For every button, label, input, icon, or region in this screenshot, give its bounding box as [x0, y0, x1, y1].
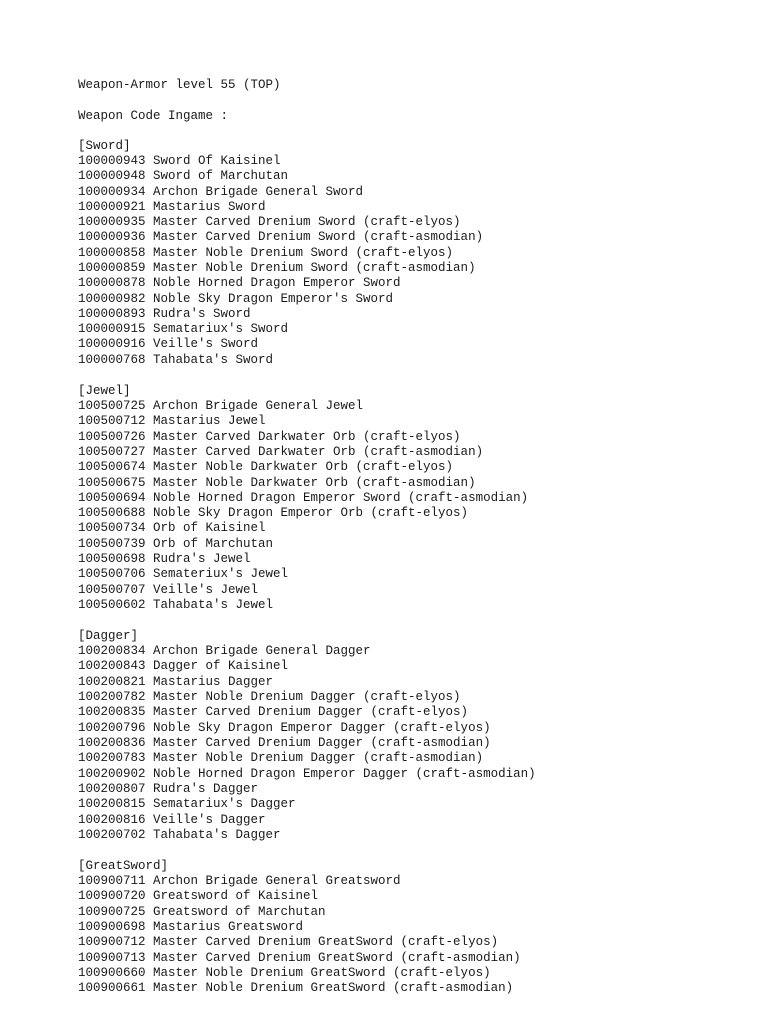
list-item: 100500712 Mastarius Jewel	[78, 414, 266, 428]
list-item: 100200796 Noble Sky Dragon Emperor Dagger (craft-elyos)	[78, 721, 491, 735]
list-item: 100900713 Master Carved Drenium GreatSword (craft-asmodian)	[78, 951, 521, 965]
list-item: 100500698 Rudra's Jewel	[78, 552, 251, 566]
list-item: 100000935 Master Carved Drenium Sword (craft-elyos)	[78, 215, 461, 229]
list-item: 100500706 Sematerіux's Jewel	[78, 567, 289, 581]
list-item: 100200821 Mastarius Dagger	[78, 675, 274, 689]
list-item: 100200843 Dagger of Kaisinel	[78, 659, 289, 673]
list-item: 100000934 Archon Brigade General Sword	[78, 185, 364, 199]
document-title: Weapon-Armor level 55 (TOP)	[78, 78, 281, 92]
list-item: 100500688 Noble Sky Dragon Emperor Orb (craft-elyos)	[78, 506, 469, 520]
list-item: 100900725 Greatsword of Marchutan	[78, 905, 326, 919]
list-item: 100000859 Master Noble Drenium Sword (craft-asmodian)	[78, 261, 476, 275]
list-item: 100900698 Mastarius Greatsword	[78, 920, 304, 934]
list-item: 100500739 Orb of Marchutan	[78, 537, 274, 551]
list-item: 100500707 Veille's Jewel	[78, 583, 259, 597]
list-item: 100000858 Master Noble Drenium Sword (craft-elyos)	[78, 246, 454, 260]
list-item: 100900661 Master Noble Drenium GreatSword (craft-asmodian)	[78, 981, 514, 995]
list-item: 100200807 Rudra's Dagger	[78, 782, 259, 796]
list-item: 100000943 Sword Of Kaisinel	[78, 154, 281, 168]
list-item: 100200782 Master Noble Drenium Dagger (craft-elyos)	[78, 690, 461, 704]
section-header-sword: [Sword]	[78, 139, 131, 153]
document-subtitle: Weapon Code Ingame :	[78, 109, 229, 123]
section-header-jewel: [Jewel]	[78, 384, 131, 398]
list-item: 100500734 Orb of Kaisinel	[78, 521, 266, 535]
list-item: 100200702 Tahabata's Dagger	[78, 828, 281, 842]
list-item: 100000915 Sematariux's Sword	[78, 322, 289, 336]
list-item: 100200835 Master Carved Drenium Dagger (craft-elyos)	[78, 705, 469, 719]
list-item: 100900711 Archon Brigade General Greatsword	[78, 874, 401, 888]
list-item: 100900660 Master Noble Drenium GreatSword (craft-elyos)	[78, 966, 491, 980]
list-item: 100200783 Master Noble Drenium Dagger (craft-asmodian)	[78, 751, 484, 765]
list-item: 100000936 Master Carved Drenium Sword (craft-asmodian)	[78, 230, 484, 244]
list-item: 100000921 Mastarius Sword	[78, 200, 266, 214]
list-item: 100500675 Master Noble Darkwater Orb (craft-asmodian)	[78, 476, 476, 490]
list-item: 100500727 Master Carved Darkwater Orb (craft-asmodian)	[78, 445, 484, 459]
list-item: 100900720 Greatsword of Kaisinel	[78, 889, 319, 903]
list-item: 100000948 Sword of Marchutan	[78, 169, 289, 183]
list-item: 100500726 Master Carved Darkwater Orb (craft-elyos)	[78, 430, 461, 444]
list-item: 100000916 Veille's Sword	[78, 337, 259, 351]
section-header-greatsword: [GreatSword]	[78, 859, 169, 873]
list-item: 100500725 Archon Brigade General Jewel	[78, 399, 364, 413]
section-header-dagger: [Dagger]	[78, 629, 139, 643]
list-item: 100500602 Tahabata's Jewel	[78, 598, 274, 612]
list-item: 100500694 Noble Horned Dragon Emperor Sword (craft-asmodian)	[78, 491, 529, 505]
list-item: 100200902 Noble Horned Dragon Emperor Dagger (craft-asmodian)	[78, 767, 536, 781]
list-item: 100500674 Master Noble Darkwater Orb (craft-elyos)	[78, 460, 454, 474]
list-item: 100000982 Noble Sky Dragon Emperor's Sword	[78, 292, 394, 306]
list-item: 100900712 Master Carved Drenium GreatSword (craft-elyos)	[78, 935, 499, 949]
list-item: 100000768 Tahabata's Sword	[78, 353, 274, 367]
list-item: 100000893 Rudra's Sword	[78, 307, 251, 321]
list-item: 100000878 Noble Horned Dragon Emperor Sword	[78, 276, 401, 290]
list-item: 100200815 Sematariux's Dagger	[78, 797, 296, 811]
list-item: 100200816 Veille's Dagger	[78, 813, 266, 827]
list-item: 100200834 Archon Brigade General Dagger	[78, 644, 371, 658]
list-item: 100200836 Master Carved Drenium Dagger (craft-asmodian)	[78, 736, 491, 750]
